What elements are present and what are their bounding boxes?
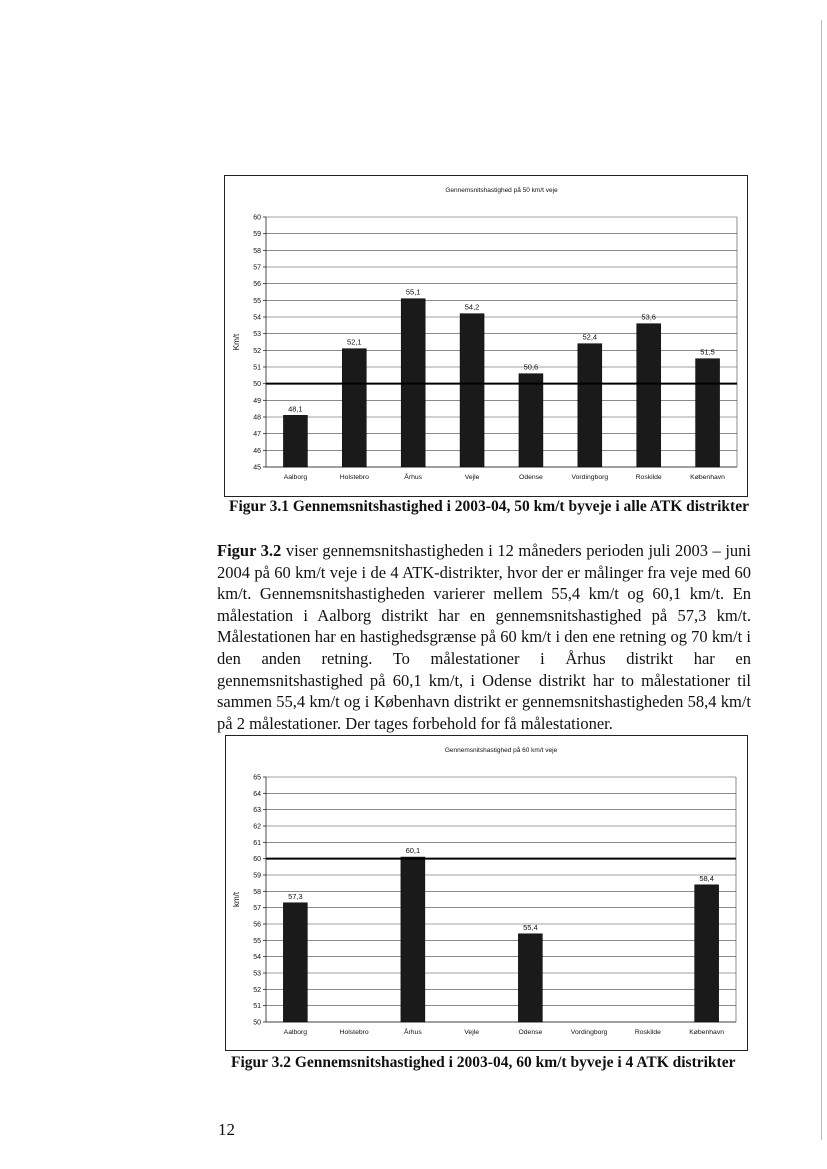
chart-speed-50 (224, 175, 748, 497)
y-tick-label: 57 (253, 905, 261, 913)
paragraph-text: viser gennemsnitshastigheden i 12 måneders perioden juli 2003 – juni 2004 på 60 km/t veje i de 4 ATK-distrikter, hvor der er målinger fra veje med 60 km/t. Gennemsnitshastigheden varierer mellem 55,4 km/t og 60,1 km/t. En målestation i Aalborg distrikt har en gennemsnitshastighed på 57,3 km/t. Målestationen har en hastighedsgrænse på 60 km/t i den ene retning og 70 km/t i den anden retning. To målestationer i Århus distrikt har en gennemsnitshastighed på 60,1 km/t, i Odense distrikt har to målestationer til sammen 55,4 km/t og i København distrikt er gennemsnitshastigheden 58,4 km/t på 2 målestationer. Der tages forbehold for få målestationer. (217, 541, 751, 733)
chart-title: Gennemsnitshastighed på 60 km/t veje (444, 747, 558, 754)
y-tick-label: 63 (253, 807, 261, 815)
x-tick-label: København (690, 474, 725, 481)
y-tick-label: 54 (253, 954, 261, 962)
x-tick-label: Aalborg (283, 1029, 308, 1036)
bar (696, 359, 720, 467)
y-tick-label: 51 (253, 364, 261, 372)
bar-value-label: 48,1 (288, 404, 303, 414)
chart-title: Gennemsnitshastighed på 50 km/t veje (445, 187, 558, 194)
y-tick-label: 64 (253, 790, 261, 798)
x-tick-label: Vejle (464, 1029, 479, 1036)
figure-reference: Figur 3.2 (217, 541, 282, 560)
y-tick-label: 47 (253, 431, 261, 439)
x-tick-label: Odense (519, 474, 543, 481)
y-tick-label: 59 (253, 872, 261, 880)
x-tick-label: Roskilde (634, 1029, 661, 1036)
y-tick-label: 53 (253, 970, 261, 978)
bar-value-label: 55,1 (405, 287, 421, 297)
y-axis-label: km/t (232, 891, 241, 908)
bar (695, 885, 719, 1022)
y-tick-label: 56 (253, 281, 261, 289)
bar (342, 349, 366, 467)
page-edge-rule (821, 20, 822, 1140)
y-tick-label: 50 (253, 1019, 261, 1027)
y-tick-label: 59 (253, 231, 261, 239)
x-tick-label: Århus (403, 1029, 422, 1036)
page-number: 12 (218, 1120, 235, 1139)
x-tick-label: Aalborg (283, 474, 308, 481)
bar-value-label: 60,1 (405, 846, 421, 856)
y-tick-label: 55 (253, 297, 261, 305)
bar (401, 857, 425, 1022)
bar-value-label: 53,6 (641, 312, 656, 322)
y-tick-label: 46 (253, 447, 261, 455)
body-paragraph (217, 540, 751, 734)
x-tick-label: Holstebro (339, 1029, 369, 1036)
bar (283, 903, 307, 1022)
y-tick-label: 58 (253, 247, 261, 255)
bar (519, 374, 543, 467)
bar (637, 324, 661, 467)
y-tick-label: 50 (253, 381, 261, 389)
bar-value-label: 55,4 (523, 922, 538, 932)
bar-value-label: 54,2 (464, 302, 480, 312)
x-tick-label: Vordingborg (571, 474, 609, 481)
y-axis-label: Km/t (232, 333, 241, 351)
bar-value-label: 52,1 (347, 337, 362, 347)
y-tick-label: 60 (253, 214, 261, 222)
y-tick-label: 52 (253, 347, 261, 355)
bar-value-label: 52,4 (582, 332, 598, 342)
x-tick-label: Vordingborg (570, 1029, 608, 1036)
y-tick-label: 53 (253, 331, 261, 339)
y-tick-label: 49 (253, 397, 261, 405)
y-tick-label: 52 (253, 986, 261, 994)
bar (460, 314, 484, 467)
x-tick-label: Roskilde (635, 474, 662, 481)
bar (518, 934, 542, 1022)
chart-60-svg (226, 736, 747, 1050)
y-tick-label: 51 (253, 1003, 261, 1011)
bar (578, 344, 602, 467)
y-tick-label: 48 (253, 414, 261, 422)
bar-value-label: 58,4 (699, 873, 714, 883)
y-tick-label: 57 (253, 264, 261, 272)
y-tick-label: 61 (253, 839, 261, 847)
y-tick-label: 56 (253, 921, 261, 929)
x-tick-label: Holstebro (339, 474, 369, 481)
y-tick-label: 60 (253, 856, 261, 864)
y-tick-label: 62 (253, 823, 261, 831)
x-tick-label: Århus (404, 474, 423, 481)
bar (283, 415, 307, 467)
x-tick-label: Odense (518, 1029, 543, 1036)
y-tick-label: 55 (253, 937, 261, 945)
bar-value-label: 51,5 (700, 347, 715, 357)
y-tick-label: 54 (253, 314, 261, 322)
x-tick-label: Vejle (464, 474, 480, 481)
y-tick-label: 65 (253, 774, 261, 782)
x-tick-label: København (689, 1029, 725, 1036)
chart-50-svg (225, 176, 747, 496)
y-tick-label: 58 (253, 888, 261, 896)
chart-speed-60 (225, 735, 748, 1051)
bar-value-label: 57,3 (288, 891, 303, 901)
figure-caption-3-2: Figur 3.2 Gennemsnitshastighed i 2003-04, 60 km/t byveje i 4 ATK distrikter (231, 1054, 736, 1071)
y-tick-label: 45 (253, 464, 261, 472)
figure-caption-3-1: Figur 3.1 Gennemsnitshastighed i 2003-04, 50 km/t byveje i alle ATK distrikter (229, 498, 749, 515)
bar-value-label: 50,6 (523, 362, 539, 372)
